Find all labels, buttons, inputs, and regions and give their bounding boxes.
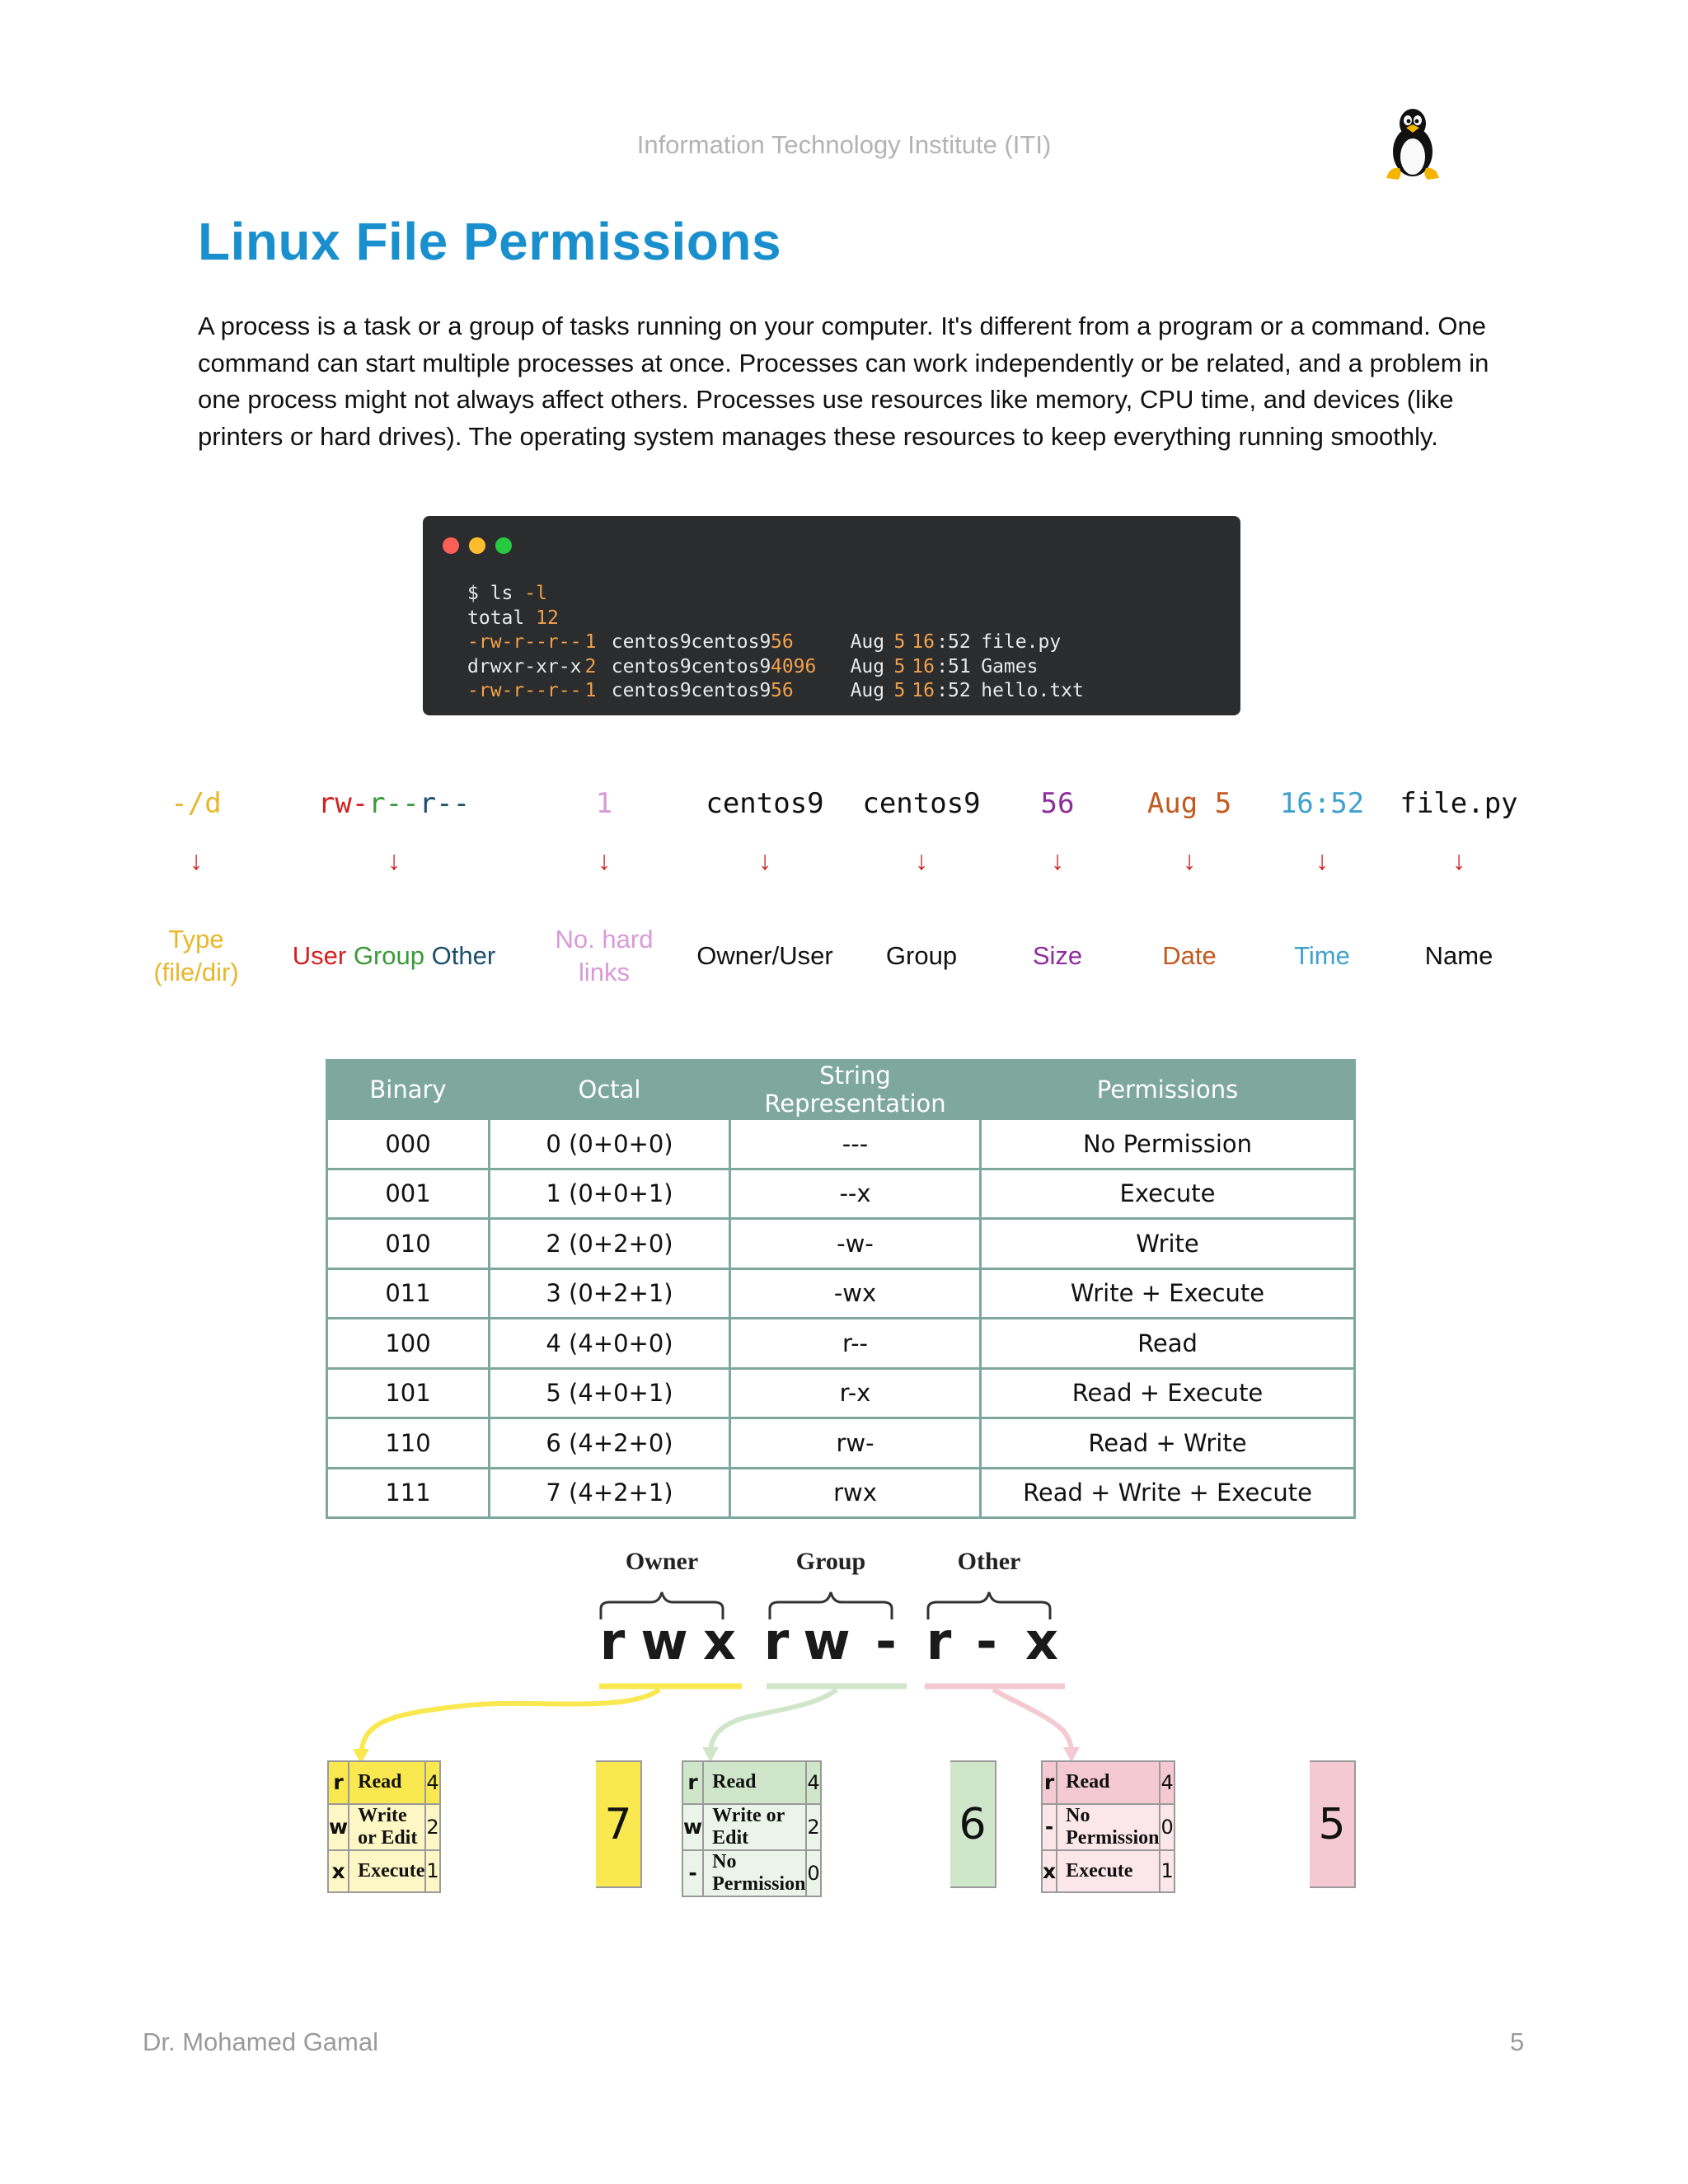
table-row xyxy=(327,1319,1355,1369)
permission-box-num: 1 xyxy=(425,1850,439,1893)
permission-char: - xyxy=(976,1611,997,1671)
breakdown-type-label xyxy=(106,923,287,989)
table-cell: Read + Execute xyxy=(981,1368,1355,1418)
table-cell: 100 xyxy=(327,1319,490,1369)
permission-box-row xyxy=(1042,1761,1175,1804)
breakdown-time xyxy=(1279,783,1365,970)
terminal-file-size: 4096 xyxy=(770,655,817,677)
terminal-command: $ ls -l xyxy=(467,583,547,604)
terminal-link-count: 1 xyxy=(584,680,597,701)
permission-box-sym: - xyxy=(682,1850,703,1896)
permission-box-sym: w xyxy=(682,1804,703,1850)
breakdown-value-part: r-- xyxy=(368,787,420,820)
table-cell: Read + Write xyxy=(981,1418,1355,1469)
terminal-group-name: centos9 xyxy=(691,680,771,701)
down-arrow-icon: ↓ xyxy=(1182,846,1196,875)
terminal-hour: 16 xyxy=(912,631,935,653)
permission-box-desc: No Permission xyxy=(1057,1804,1160,1850)
group-permission-table xyxy=(682,1760,822,1897)
author-footer: Dr. Mohamed Gamal xyxy=(143,2027,378,2056)
breakdown-value-part: r-- xyxy=(419,787,471,820)
terminal-total: total 12 xyxy=(467,607,559,629)
table-cell: 5 (4+0+1) xyxy=(490,1368,730,1418)
terminal-perm-string: drwxr-xr-x xyxy=(467,655,582,677)
breakdown-date-label xyxy=(1162,940,1216,972)
permission-box-row xyxy=(328,1761,440,1804)
breakdown-size-label xyxy=(1033,940,1082,972)
table-header: Permissions xyxy=(981,1061,1355,1119)
permission-char: x xyxy=(1025,1611,1058,1671)
permission-box-sym: x xyxy=(1042,1850,1057,1893)
breakdown-label-part: Owner/User xyxy=(696,941,833,970)
terminal-day: 5 xyxy=(893,655,906,677)
permission-box-sym: r xyxy=(1042,1761,1057,1804)
terminal-file-size: 56 xyxy=(770,631,794,653)
table-cell: 4 (4+0+0) xyxy=(490,1319,730,1369)
terminal-row xyxy=(467,630,1084,655)
breakdown-label-part: links xyxy=(578,958,630,987)
permission-box-row xyxy=(328,1850,440,1893)
permission-box-row xyxy=(328,1804,440,1850)
table-cell: rwx xyxy=(730,1468,981,1518)
group-label: Group xyxy=(795,1548,866,1575)
table-cell: Read xyxy=(981,1319,1355,1369)
table-cell: Read + Write + Execute xyxy=(981,1468,1355,1518)
permission-box-num: 4 xyxy=(425,1761,439,1804)
breakdown-links-value xyxy=(596,783,612,824)
terminal-file-name: file.py xyxy=(981,631,1062,653)
breakdown-value-part: 56 xyxy=(1040,787,1075,820)
intro-paragraph: A process is a task or a group of tasks running on your computer. It's different from a program or a command. One command can start multiple processes at once. Processes can work independently or be related, and a problem in one process might not always affect others. Processes use resources like memory, CPU time, and devices (like printers or hard drives). The operating system manages these resources to keep everything running smoothly. xyxy=(198,312,1489,451)
table-row xyxy=(327,1219,1355,1269)
permission-box-row xyxy=(1042,1804,1175,1850)
table-cell: r-- xyxy=(730,1319,981,1369)
terminal-perm-string: -rw-r--r-- xyxy=(467,680,582,701)
table-cell: 010 xyxy=(327,1219,490,1269)
breakdown-name xyxy=(1400,783,1518,970)
breakdown-label-part: Date xyxy=(1162,941,1217,970)
breakdown-links-label xyxy=(513,923,695,989)
permission-box-desc: Write or Edit xyxy=(349,1804,425,1850)
permission-box-num: 0 xyxy=(806,1850,820,1896)
terminal-owner-name: centos9 xyxy=(611,655,692,677)
breakdown-owner xyxy=(696,783,833,970)
down-arrow-icon: ↓ xyxy=(1050,846,1064,875)
table-row xyxy=(327,1418,1355,1469)
breakdown-label-part: Group xyxy=(353,941,425,970)
table-cell: 111 xyxy=(327,1468,490,1518)
terminal-minute: :51 xyxy=(936,655,971,677)
terminal-minute: :52 xyxy=(936,680,971,701)
breakdown-date xyxy=(1146,783,1232,970)
breakdown-label-part: Group xyxy=(885,941,958,970)
terminal-month: Aug xyxy=(850,655,885,677)
breakdown-name-value xyxy=(1400,783,1517,824)
breakdown-name-label xyxy=(1425,940,1493,972)
down-arrow-icon: ↓ xyxy=(1315,846,1329,875)
table-row xyxy=(327,1268,1355,1319)
breakdown-permissions-value xyxy=(318,783,470,824)
breakdown-group-value xyxy=(862,783,980,824)
breakdown-label-part: Size xyxy=(1032,941,1083,970)
permission-char: r xyxy=(926,1611,952,1671)
breakdown-value-part: 1 xyxy=(595,787,613,820)
permission-box-desc: Read xyxy=(1057,1761,1160,1804)
table-cell: Write xyxy=(981,1219,1355,1269)
breakdown-label-part: (file/dir) xyxy=(153,958,239,987)
breakdown-value-part: Aug 5 xyxy=(1146,787,1232,820)
breakdown-time-label xyxy=(1294,940,1350,972)
breakdown-date-value xyxy=(1147,783,1231,824)
breakdown-value-part: rw- xyxy=(317,787,369,820)
table-cell: 0 (0+0+0) xyxy=(490,1119,730,1169)
owner-permission-table xyxy=(327,1760,441,1893)
terminal-row xyxy=(467,655,1084,680)
breakdown-value-part: centos9 xyxy=(706,787,824,820)
terminal-file-name: Games xyxy=(981,655,1039,677)
table-cell: 011 xyxy=(327,1268,490,1319)
breakdown-label-part: User xyxy=(292,941,347,970)
breakdown-value-part: 16:52 xyxy=(1279,787,1365,820)
breakdown-time-value xyxy=(1280,783,1364,824)
permissions-table xyxy=(326,1059,1356,1519)
close-dot-icon xyxy=(443,537,459,554)
permission-char: w xyxy=(803,1611,851,1671)
terminal-link-count: 1 xyxy=(584,631,597,653)
breakdown-links xyxy=(555,783,654,987)
permission-box-sym: - xyxy=(1042,1804,1057,1850)
table-cell: No Permission xyxy=(981,1119,1355,1169)
breakdown-label-part: Time xyxy=(1294,941,1350,970)
breakdown-value-part: file.py xyxy=(1400,787,1518,820)
permission-box-num: 1 xyxy=(1160,1850,1174,1893)
terminal-row xyxy=(467,679,1084,704)
breakdown-value-part: centos9 xyxy=(862,787,981,820)
permission-box-sym: r xyxy=(682,1761,703,1804)
permission-box-num: 4 xyxy=(806,1761,820,1804)
table-cell: -wx xyxy=(730,1268,981,1319)
permission-box-num: 2 xyxy=(425,1804,439,1850)
terminal-file-size: 56 xyxy=(770,680,794,701)
permission-box-sym: x xyxy=(328,1850,349,1893)
terminal-window xyxy=(423,516,1240,715)
table-cell: 3 (0+2+1) xyxy=(490,1268,730,1319)
other-octal-total: 5 xyxy=(1310,1760,1356,1888)
down-arrow-icon: ↓ xyxy=(597,846,611,875)
terminal-hour: 16 xyxy=(912,680,935,701)
table-cell: rw- xyxy=(730,1418,981,1469)
permission-box-desc: Execute xyxy=(349,1850,425,1893)
permission-box-num: 4 xyxy=(1160,1761,1174,1804)
permission-box-desc: Read xyxy=(349,1761,425,1804)
terminal-month: Aug xyxy=(850,631,885,653)
breakdown-permissions-label xyxy=(293,940,495,972)
table-row xyxy=(327,1468,1355,1518)
page-number: 5 xyxy=(1510,2027,1525,2056)
terminal-owner-name: centos9 xyxy=(611,680,692,701)
permission-box-desc: Read xyxy=(703,1761,806,1804)
breakdown-label-part: Name xyxy=(1424,941,1493,970)
terminal-owner-name: centos9 xyxy=(611,631,692,653)
terminal-day: 5 xyxy=(893,680,906,701)
table-cell: Write + Execute xyxy=(981,1268,1355,1319)
table-cell: --- xyxy=(730,1119,981,1169)
down-arrow-icon: ↓ xyxy=(387,846,401,875)
owner-octal-total: 7 xyxy=(596,1760,642,1888)
permission-box-row xyxy=(682,1761,821,1804)
breakdown-type xyxy=(153,783,239,987)
permission-box-sym: r xyxy=(328,1761,349,1804)
terminal-perm-string: -rw-r--r-- xyxy=(467,631,582,653)
terminal-hour: 16 xyxy=(912,655,935,677)
maximize-dot-icon xyxy=(495,537,512,554)
table-header: Octal xyxy=(490,1061,730,1119)
breakdown-group-label xyxy=(886,940,957,972)
table-cell: 1 (0+0+1) xyxy=(490,1169,730,1219)
terminal-link-count: 2 xyxy=(584,655,597,677)
permission-box-desc: Write or Edit xyxy=(703,1804,806,1850)
table-row xyxy=(327,1119,1355,1169)
minimize-dot-icon xyxy=(469,537,485,554)
breakdown-label-part: No. hard xyxy=(555,925,654,954)
breakdown-owner-label xyxy=(696,940,832,972)
breakdown-label-part: Other xyxy=(431,941,496,970)
permission-box-desc: No Permission xyxy=(703,1850,806,1896)
breakdown-size-value xyxy=(1041,783,1075,824)
terminal-file-name: hello.txt xyxy=(981,680,1084,701)
breakdown-permissions xyxy=(292,783,496,970)
breakdown-owner-value xyxy=(706,783,823,824)
group-arrow xyxy=(710,1690,837,1754)
owner-label: Owner xyxy=(625,1548,699,1575)
permission-char: r xyxy=(763,1611,790,1671)
permission-box-num: 0 xyxy=(1160,1804,1174,1850)
permission-box-sym: w xyxy=(328,1804,349,1850)
permission-box-row xyxy=(682,1804,821,1850)
permission-char: w xyxy=(640,1611,688,1671)
table-cell: 6 (4+2+0) xyxy=(490,1418,730,1469)
table-cell: 000 xyxy=(327,1119,490,1169)
institute-header: Information Technology Institute (ITI) xyxy=(636,130,1052,159)
permission-char: r xyxy=(599,1611,626,1671)
table-cell: 2 (0+2+0) xyxy=(490,1219,730,1269)
breakdown-size xyxy=(1032,783,1083,970)
permission-box-desc: Execute xyxy=(1057,1850,1160,1893)
terminal-group-name: centos9 xyxy=(691,655,771,677)
other-arrow xyxy=(993,1690,1071,1754)
permission-char: x xyxy=(703,1611,736,1671)
permission-box-row xyxy=(682,1850,821,1896)
terminal-month: Aug xyxy=(850,680,885,701)
table-cell: Execute xyxy=(981,1169,1355,1219)
table-cell: -w- xyxy=(730,1219,981,1269)
permission-box-row xyxy=(1042,1850,1175,1893)
linux-penguin-icon xyxy=(1378,105,1447,181)
table-header: String Representation xyxy=(730,1061,981,1119)
terminal-day: 5 xyxy=(893,631,906,653)
permission-char: - xyxy=(875,1611,897,1671)
breakdown-value-part: -/d xyxy=(171,787,222,820)
other-permission-table xyxy=(1041,1760,1175,1893)
owner-arrow xyxy=(361,1690,659,1755)
table-cell: 101 xyxy=(327,1368,490,1418)
breakdown-group xyxy=(862,783,981,970)
table-cell: 110 xyxy=(327,1418,490,1469)
table-row xyxy=(327,1169,1355,1219)
other-label: Other xyxy=(957,1548,1021,1575)
page-title: Linux File Permissions xyxy=(198,212,782,271)
table-header: Binary xyxy=(327,1061,490,1119)
down-arrow-icon: ↓ xyxy=(1451,846,1465,875)
permission-box-num: 2 xyxy=(806,1804,820,1850)
terminal-output xyxy=(467,582,1084,704)
breakdown-type-value xyxy=(171,783,221,824)
table-header-row xyxy=(327,1061,1355,1119)
group-octal-total: 6 xyxy=(950,1760,996,1888)
table-cell: r-x xyxy=(730,1368,981,1418)
terminal-minute: :52 xyxy=(936,631,971,653)
table-cell: --x xyxy=(730,1169,981,1219)
down-arrow-icon: ↓ xyxy=(757,846,771,875)
terminal-group-name: centos9 xyxy=(691,631,771,653)
down-arrow-icon: ↓ xyxy=(189,846,203,875)
table-row xyxy=(327,1368,1355,1418)
table-cell: 7 (4+2+1) xyxy=(490,1468,730,1518)
down-arrow-icon: ↓ xyxy=(914,846,928,875)
table-cell: 001 xyxy=(327,1169,490,1219)
breakdown-label-part: Type xyxy=(168,925,224,954)
